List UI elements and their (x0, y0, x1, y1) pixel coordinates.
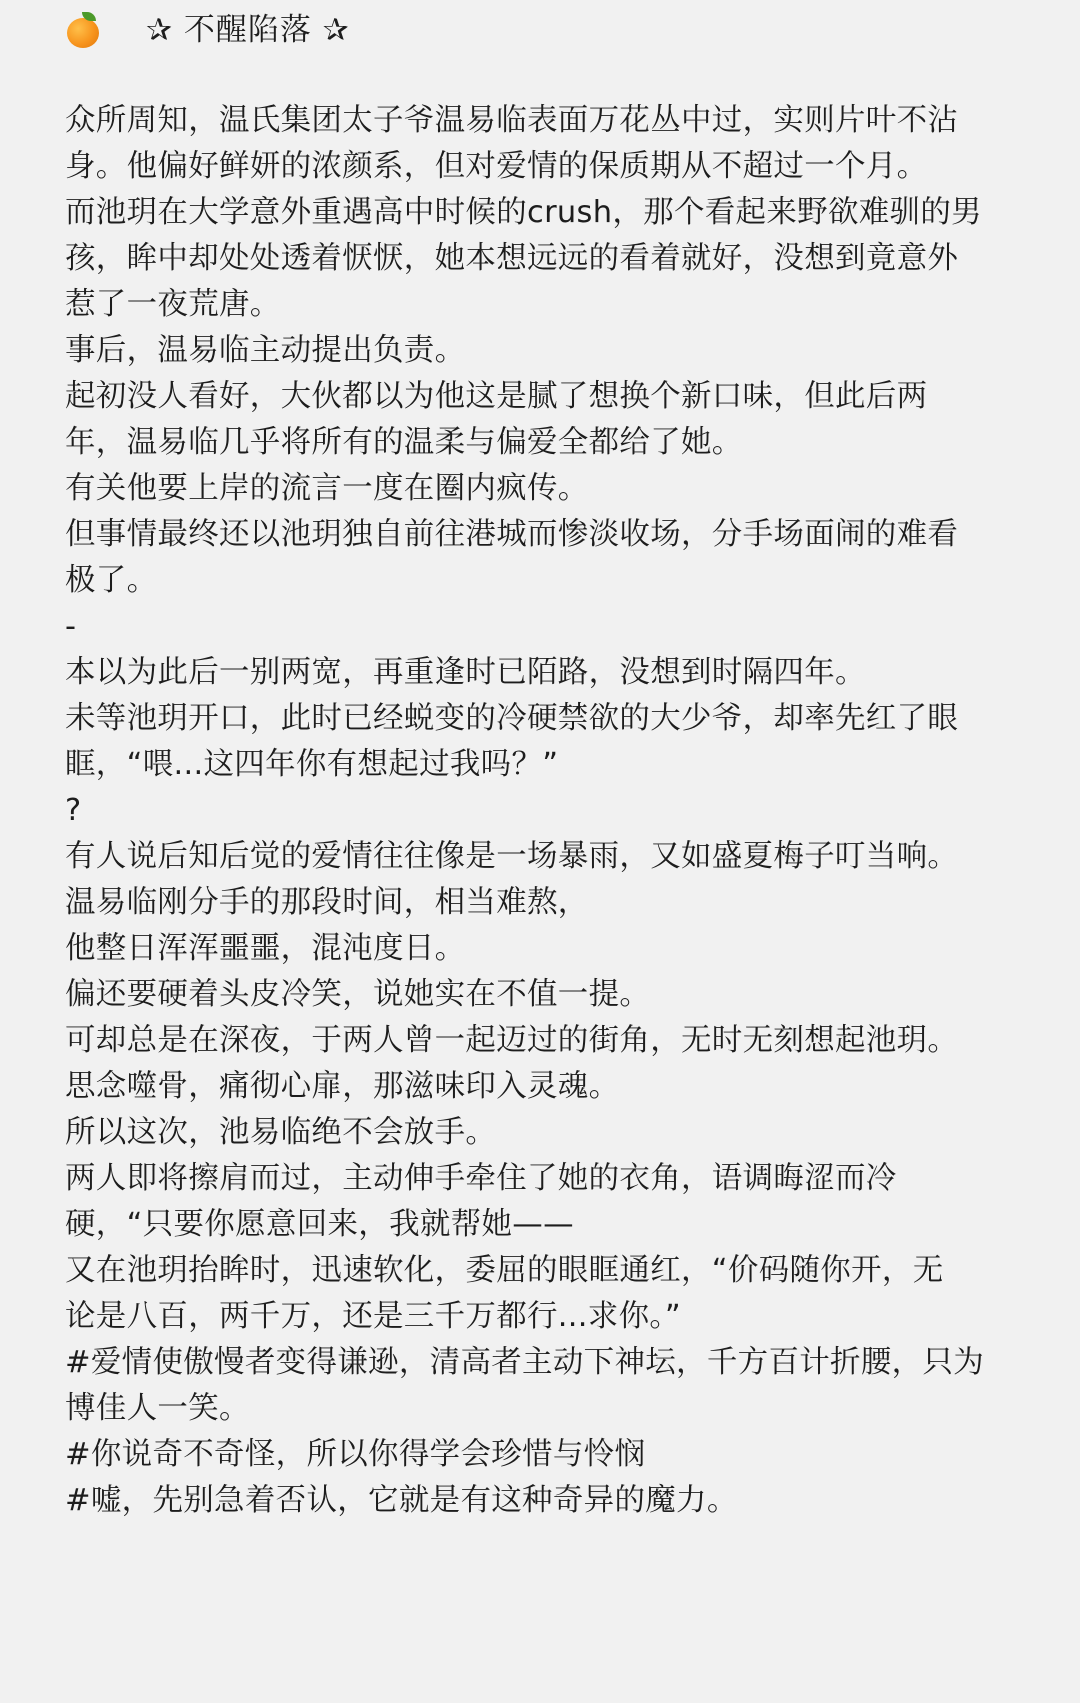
text-line: 偏还要硬着头皮冷笑，说她实在不值一提。 (65, 977, 651, 1012)
text-line: 身。他偏好鲜妍的浓颜系，但对爱情的保质期从不超过一个月。 (65, 149, 928, 184)
text-line: 事后，温易临主动提出负责。 (65, 333, 466, 368)
note-header (66, 6, 350, 54)
text-line: 眶，“喂...这四年你有想起过我吗？” (65, 747, 559, 782)
text-line: 温易临刚分手的那段时间，相当难熬， (65, 885, 589, 920)
text-line: #你说奇不奇怪，所以你得学会珍惜与怜悯 (65, 1437, 646, 1472)
text-line: 他整日浑浑噩噩，混沌度日。 (65, 931, 466, 966)
text-line: 有关他要上岸的流言一度在圈内疯传。 (65, 471, 589, 506)
text-line: 众所周知，温氏集团太子爷温易临表面万花丛中过，实则片叶不沾 (65, 103, 959, 138)
text-line: #爱情使傲慢者变得谦逊，清高者主动下神坛，千方百计折腰，只为 (65, 1345, 985, 1380)
text-line: 惹了一夜荒唐。 (65, 287, 281, 322)
text-line: 本以为此后一别两宽，再重逢时已陌路，没想到时隔四年。 (65, 655, 866, 690)
text-line: 未等池玥开口，此时已经蜕变的冷硬禁欲的大少爷，却率先红了眼 (65, 701, 959, 736)
text-line: 有人说后知后觉的爱情往往像是一场暴雨，又如盛夏梅子叮当响。 (65, 839, 959, 874)
note-title: ✰ 不醒陷落 ✰ (146, 12, 350, 48)
text-line: 可却总是在深夜，于两人曾一起迈过的街角，无时无刻想起池玥。 (65, 1023, 959, 1058)
text-line: ? (65, 793, 82, 828)
text-line: 起初没人看好，大伙都以为他这是腻了想换个新口味，但此后两 (65, 379, 928, 414)
text-line: 而池玥在大学意外重遇高中时候的crush，那个看起来野欲难驯的男 (65, 195, 982, 230)
orange-icon (66, 12, 102, 48)
text-line: 博佳人一笑。 (65, 1391, 250, 1426)
text-line: 但事情最终还以池玥独自前往港城而惨淡收场，分手场面闹的难看 (65, 517, 959, 552)
text-line: 硬，“只要你愿意回来，我就帮她—— (65, 1207, 574, 1242)
text-line: 所以这次，池易临绝不会放手。 (65, 1115, 497, 1150)
text-line: 思念噬骨，痛彻心扉，那滋味印入灵魂。 (65, 1069, 620, 1104)
text-line: 孩，眸中却处处透着恹恹，她本想远远的看着就好，没想到竟意外 (65, 241, 959, 276)
text-line: 极了。 (65, 563, 158, 598)
text-line: #嘘，先别急着否认，它就是有这种奇异的魔力。 (65, 1483, 738, 1518)
text-line: 又在池玥抬眸时，迅速软化，委屈的眼眶通红，“价码随你开，无 (65, 1253, 944, 1288)
note-body (65, 98, 1025, 1524)
text-line: 两人即将擦肩而过，主动伸手牵住了她的衣角，语调晦涩而冷 (65, 1161, 897, 1196)
text-line: 年，温易临几乎将所有的温柔与偏爱全都给了她。 (65, 425, 743, 460)
text-line: 论是八百，两千万，还是三千万都行...求你。” (65, 1299, 682, 1334)
text-line: - (65, 609, 77, 644)
